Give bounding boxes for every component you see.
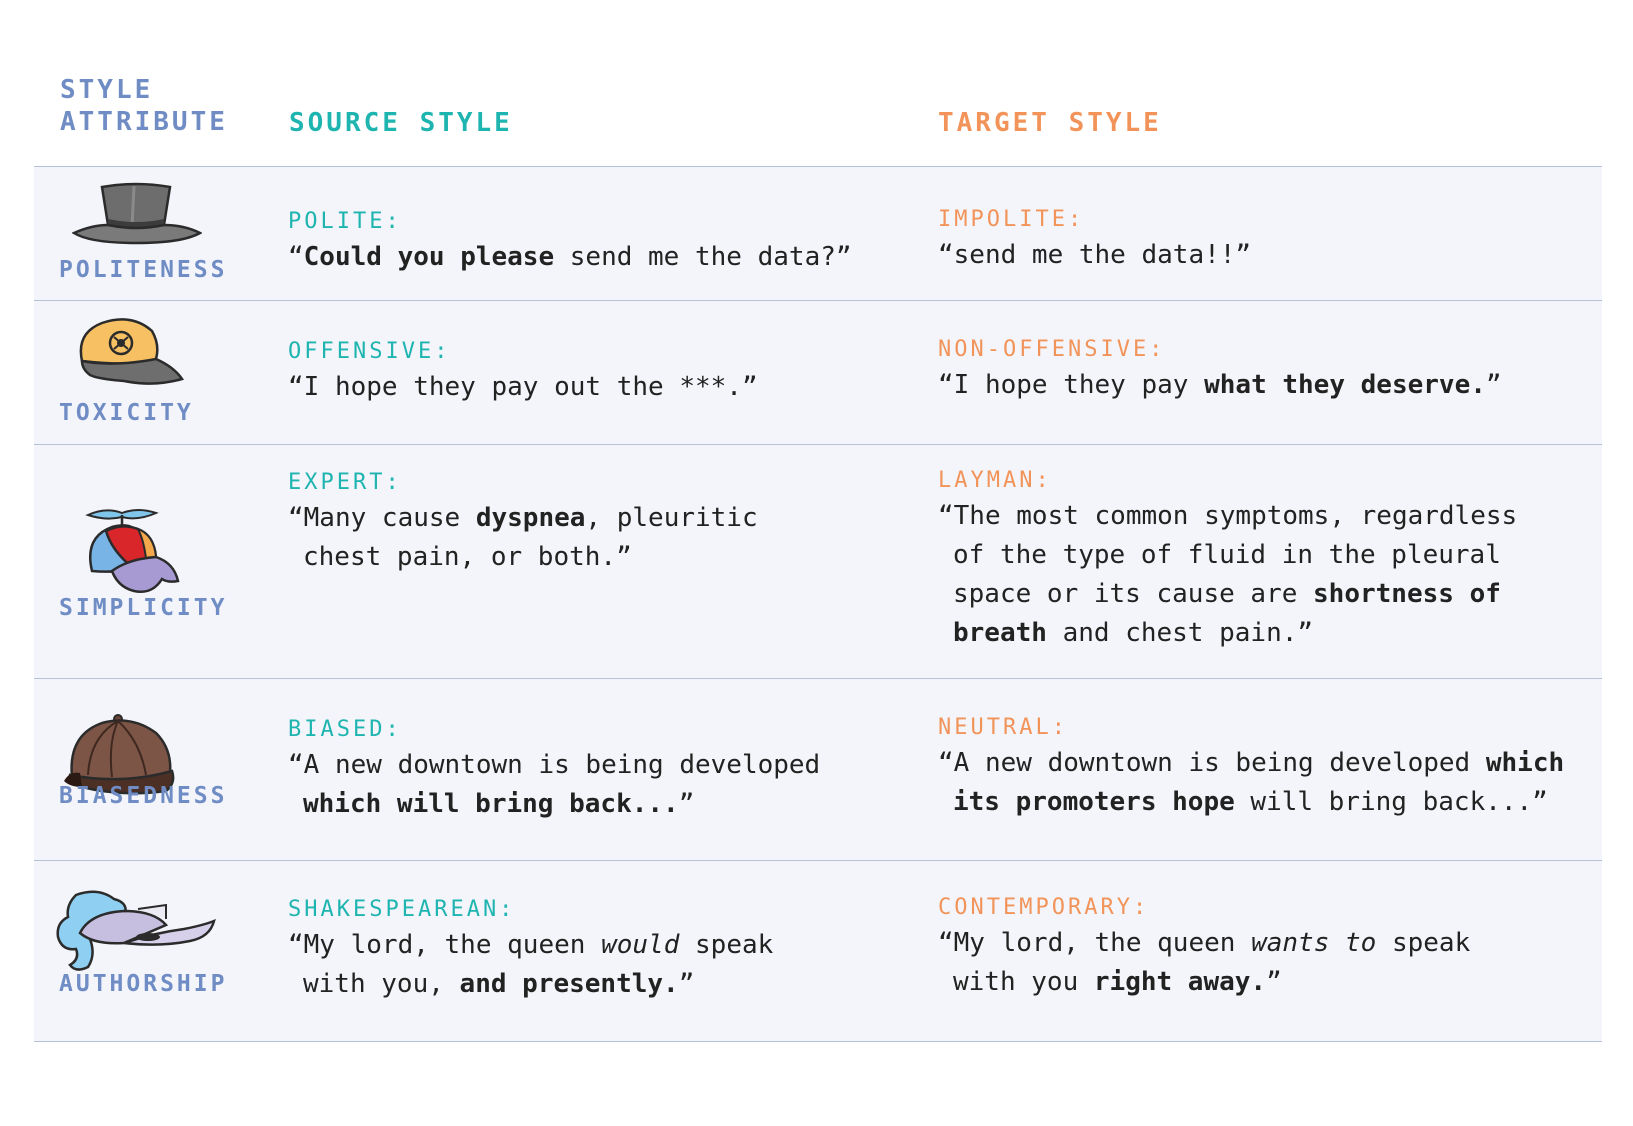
text-segment: and chest pain.” bbox=[1046, 618, 1314, 648]
text-segment: “The most common symptoms, regardless bbox=[938, 501, 1518, 531]
source-style-header: SOURCE STYLE bbox=[289, 108, 513, 138]
text-line bbox=[938, 366, 1502, 405]
text-segment: with you, bbox=[303, 969, 460, 999]
text-segment: ” bbox=[1485, 370, 1502, 400]
text-line bbox=[938, 497, 1517, 536]
source-text bbox=[288, 499, 758, 577]
text-line bbox=[938, 963, 1470, 1002]
bold-segment: Could you please bbox=[303, 242, 555, 272]
text-line bbox=[288, 965, 773, 1004]
target-style-header: TARGET STYLE bbox=[938, 108, 1162, 138]
attribute-name: BIASEDNESS bbox=[59, 783, 228, 809]
target-text bbox=[938, 497, 1517, 653]
target-text bbox=[938, 924, 1470, 1002]
text-segment: “My lord, the queen bbox=[288, 930, 602, 960]
text-segment: ” bbox=[678, 969, 695, 999]
source-label: EXPERT: bbox=[288, 470, 402, 495]
source-label: POLITE: bbox=[288, 209, 402, 234]
text-line bbox=[938, 536, 1517, 575]
text-segment: with you bbox=[953, 967, 1094, 997]
attribute-name: AUTHORSHIP bbox=[59, 971, 228, 997]
text-line bbox=[288, 368, 758, 407]
table-row-politeness bbox=[34, 166, 1602, 301]
source-label: BIASED: bbox=[288, 717, 402, 742]
source-text bbox=[288, 746, 820, 824]
source-text bbox=[288, 368, 758, 407]
table-row-simplicity bbox=[34, 444, 1602, 679]
target-label: CONTEMPORARY: bbox=[938, 895, 1150, 920]
style-attribute-header bbox=[60, 74, 228, 138]
bold-segment: breath bbox=[953, 618, 1047, 648]
text-segment: “I hope they pay bbox=[938, 370, 1205, 400]
text-segment: “ bbox=[288, 242, 304, 272]
table-row-toxicity bbox=[34, 300, 1602, 445]
source-text bbox=[288, 238, 852, 277]
text-line bbox=[288, 499, 758, 538]
text-segment: “Many cause bbox=[288, 503, 476, 533]
text-segment: “A new downtown is being developed bbox=[288, 750, 821, 780]
text-line bbox=[938, 575, 1517, 614]
bold-segment: what they deserve. bbox=[1204, 370, 1486, 400]
bold-segment: which will bring back... bbox=[303, 789, 679, 819]
text-line bbox=[938, 236, 1251, 275]
text-segment: “send me the data!!” bbox=[938, 240, 1252, 270]
source-label: SHAKESPEAREAN: bbox=[288, 897, 516, 922]
text-line bbox=[938, 924, 1470, 963]
text-line bbox=[288, 785, 820, 824]
text-segment: ” bbox=[678, 789, 695, 819]
bold-segment: and presently. bbox=[459, 969, 679, 999]
target-text bbox=[938, 366, 1502, 405]
text-segment: speak bbox=[1376, 928, 1471, 958]
target-text bbox=[938, 236, 1251, 275]
bold-segment: shortness of bbox=[1313, 579, 1501, 609]
text-segment: of the type of fluid in the pleural bbox=[953, 540, 1501, 570]
target-label: LAYMAN: bbox=[938, 468, 1052, 493]
target-text bbox=[938, 744, 1564, 822]
text-segment: “My lord, the queen bbox=[938, 928, 1252, 958]
source-label: OFFENSIVE: bbox=[288, 339, 451, 364]
text-segment: space or its cause are bbox=[953, 579, 1314, 609]
table-row-biasedness bbox=[34, 678, 1602, 861]
bold-segment: dyspnea bbox=[475, 503, 586, 533]
text-line bbox=[288, 926, 773, 965]
text-line bbox=[288, 746, 820, 785]
style-attribute-header-line1: STYLE bbox=[60, 75, 154, 105]
style-attribute-header-line2: ATTRIBUTE bbox=[60, 107, 228, 137]
bold-segment: right away. bbox=[1093, 967, 1267, 997]
text-segment: ” bbox=[1266, 967, 1282, 997]
text-line bbox=[938, 783, 1564, 822]
text-line bbox=[288, 538, 758, 577]
attribute-name: POLITENESS bbox=[59, 257, 228, 283]
feathered-hat-icon bbox=[54, 889, 220, 979]
text-line bbox=[938, 614, 1517, 653]
text-segment: will bring back...” bbox=[1234, 787, 1548, 817]
text-line bbox=[938, 744, 1564, 783]
propeller-cap-icon bbox=[82, 501, 182, 597]
attribute-name: TOXICITY bbox=[59, 400, 194, 426]
target-label: NON-OFFENSIVE: bbox=[938, 337, 1166, 362]
source-text bbox=[288, 926, 773, 1004]
table-header bbox=[0, 0, 1633, 166]
bold-segment: its promoters hope bbox=[953, 787, 1235, 817]
text-segment: chest pain, or both.” bbox=[303, 542, 632, 572]
target-label: IMPOLITE: bbox=[938, 207, 1085, 232]
text-segment: “A new downtown is being developed bbox=[938, 748, 1486, 778]
table-row-authorship bbox=[34, 860, 1602, 1042]
text-segment: send me the data?” bbox=[554, 242, 852, 272]
text-segment: , pleuritic bbox=[585, 503, 758, 533]
text-segment: speak bbox=[679, 930, 774, 960]
target-label: NEUTRAL: bbox=[938, 715, 1068, 740]
text-line bbox=[288, 238, 852, 277]
italic-segment: wants to bbox=[1251, 928, 1377, 958]
attribute-name: SIMPLICITY bbox=[59, 595, 228, 621]
biohazard-cap-icon bbox=[74, 315, 184, 397]
text-segment: “I hope they pay out the ***.” bbox=[288, 372, 758, 402]
italic-segment: would bbox=[601, 930, 680, 960]
bold-segment: which bbox=[1485, 748, 1565, 778]
top-hat-icon bbox=[72, 181, 202, 251]
